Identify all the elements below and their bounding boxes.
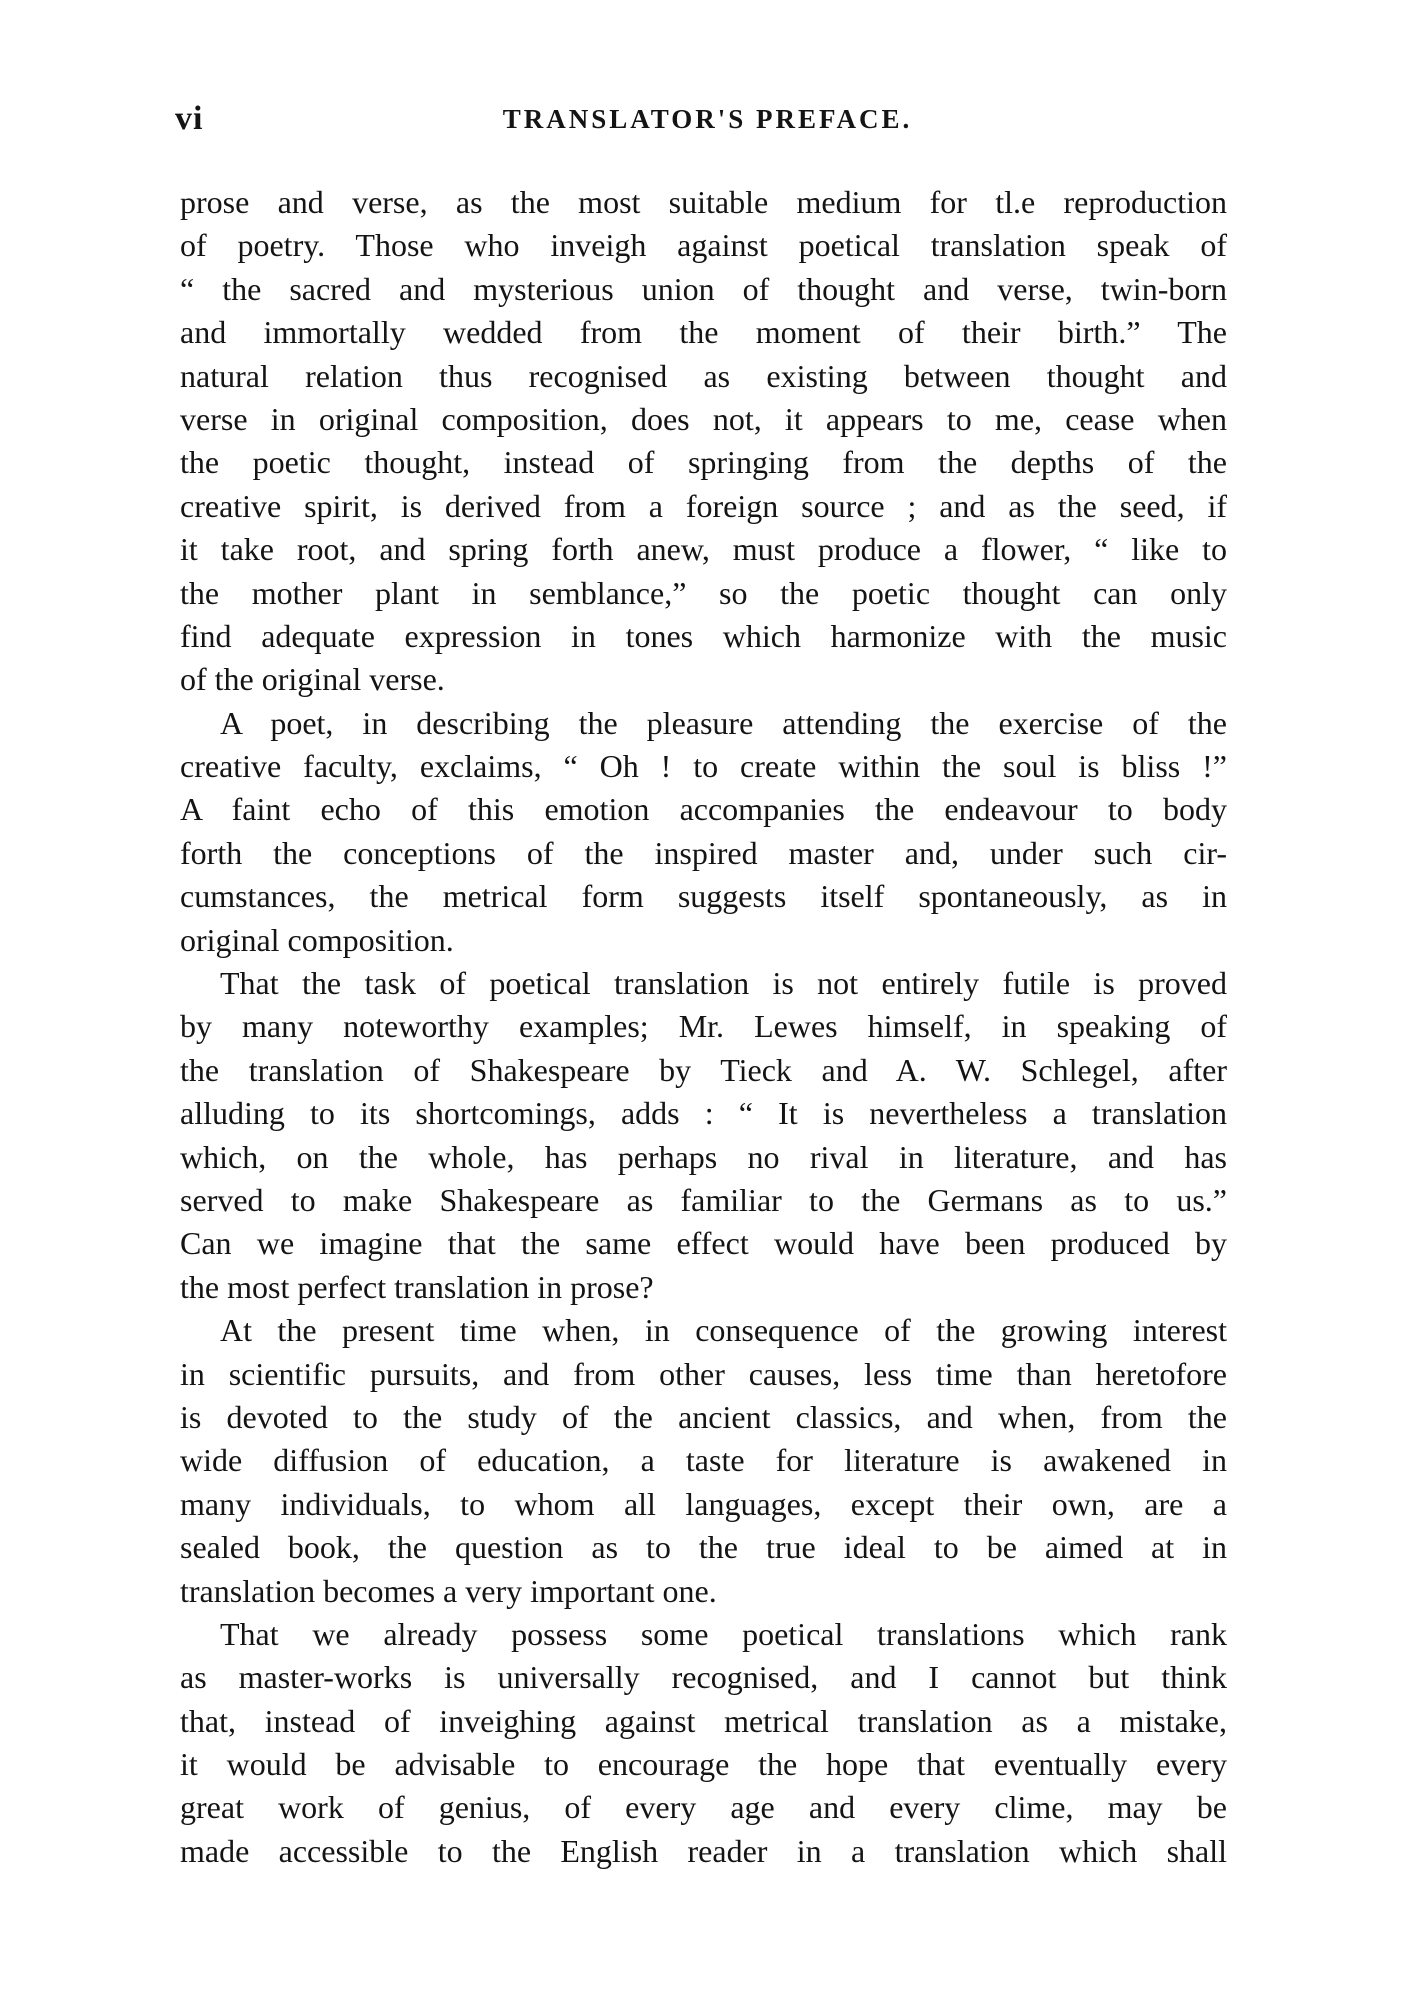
text-line: Can we imagine that the same effect would have been produced by <box>180 1225 1227 1262</box>
text-line: in scientific pursuits, and from other causes, less time than heretofore <box>180 1355 1227 1392</box>
text-line: cumstances, the metrical form suggests itself spontaneously, as in <box>180 878 1227 915</box>
text-line: the mother plant in semblance,” so the poetic thought can only <box>180 574 1227 611</box>
text-line: creative spirit, is derived from a foreign source ; and as the seed, if <box>180 487 1227 524</box>
text-line: That the task of poetical translation is not entirely futile is proved <box>220 965 1227 1002</box>
paragraph <box>180 1613 1227 1873</box>
text-line: sealed book, the question as to the true ideal to be aimed at in <box>180 1529 1227 1566</box>
text-line: many individuals, to whom all languages, except their own, are a <box>180 1485 1227 1522</box>
text-line: A poet, in describing the pleasure attending the exercise of the <box>220 704 1227 741</box>
page-number: vi <box>175 100 204 137</box>
text-line: and immortally wedded from the moment of their birth.” The <box>180 314 1227 351</box>
text-line: natural relation thus recognised as existing between thought and <box>180 357 1227 394</box>
paragraph <box>180 962 1227 1309</box>
text-line: great work of genius, of every age and every clime, may be <box>180 1789 1227 1826</box>
text-line: that, instead of inveighing against metrical translation as a mistake, <box>180 1702 1227 1739</box>
text-line: as master-works is universally recognised, and I cannot but think <box>180 1659 1227 1696</box>
text-line: it take root, and spring forth anew, must produce a flower, “ like to <box>180 531 1227 568</box>
text-line: forth the conceptions of the inspired master and, under such cir- <box>180 834 1227 871</box>
text-line: served to make Shakespeare as familiar to the Germans as to us.” <box>180 1181 1227 1218</box>
paragraph <box>180 181 1227 702</box>
text-line: the translation of Shakespeare by Tieck and A. W. Schlegel, after <box>180 1051 1227 1088</box>
text-line: of poetry. Those who inveigh against poetical translation speak of <box>180 227 1227 264</box>
paragraph <box>180 702 1227 962</box>
text-line: At the present time when, in consequence of the growing interest <box>220 1312 1227 1349</box>
running-title: TRANSLATOR'S PREFACE. <box>502 104 913 134</box>
text-line: by many noteworthy examples; Mr. Lewes himself, in speaking of <box>180 1008 1227 1045</box>
text-line: wide diffusion of education, a taste for literature is awakened in <box>180 1442 1227 1479</box>
text-line: translation becomes a very important one. <box>180 1572 717 1609</box>
text-line: the poetic thought, instead of springing from the depths of the <box>180 444 1227 481</box>
text-line: original composition. <box>180 921 454 958</box>
text-line: find adequate expression in tones which harmonize with the music <box>180 617 1227 654</box>
text-line: of the original verse. <box>180 661 445 698</box>
text-line: “ the sacred and mysterious union of thought and verse, twin-born <box>180 270 1227 307</box>
text-line: That we already possess some poetical translations which rank <box>220 1615 1227 1652</box>
text-line: verse in original composition, does not, it appears to me, cease when <box>180 400 1227 437</box>
text-line: made accessible to the English reader in a translation which shall <box>180 1832 1227 1869</box>
text-line: A faint echo of this emotion accompanies the endeavour to body <box>180 791 1227 828</box>
text-line: creative faculty, exclaims, “ Oh ! to create within the soul is bliss !” <box>180 748 1227 785</box>
paragraph <box>180 1309 1227 1613</box>
text-line: it would be advisable to encourage the hope that eventually every <box>180 1746 1227 1783</box>
text-line: prose and verse, as the most suitable medium for tl.e reproduction <box>180 184 1227 220</box>
running-head <box>175 100 1230 140</box>
text-line: alluding to its shortcomings, adds : “ It is nevertheless a translation <box>180 1095 1227 1132</box>
text-line: the most perfect translation in prose? <box>180 1268 654 1305</box>
text-line: which, on the whole, has perhaps no rival in literature, and has <box>180 1138 1227 1175</box>
text-line: is devoted to the study of the ancient classics, and when, from the <box>180 1398 1227 1435</box>
body-text <box>180 181 1227 1873</box>
